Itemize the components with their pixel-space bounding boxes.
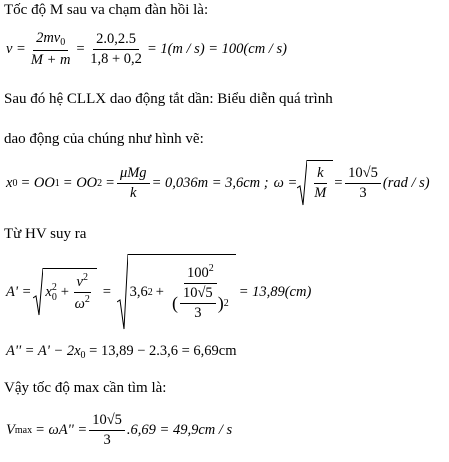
eq3-equals: =: [101, 283, 112, 300]
eq1-f1-den: M + m: [30, 51, 71, 68]
eq1-lhs: v =: [6, 40, 26, 57]
eq3-v-sup: 2: [82, 272, 88, 284]
eq3-100-sup: 2: [208, 263, 214, 275]
eq3-plus: +: [59, 284, 70, 300]
eq1-rest: = 1(m / s) = 100(cm / s): [146, 40, 287, 57]
eq3-term: 3,6: [129, 284, 148, 300]
eq3-100: 100: [186, 265, 209, 282]
eq2-equals-2: =: [333, 174, 344, 191]
eq3-lhs: A' =: [6, 283, 32, 300]
eq5-v-sub: max: [14, 424, 33, 436]
eq2-oo1: = OO: [20, 174, 55, 191]
eq3-den-sup: 2: [223, 297, 229, 309]
text-line-4: Từ HV suy ra: [4, 226, 87, 242]
text-line-5: Vậy tốc độ max cần tìm là:: [4, 380, 167, 396]
eq2-oo2-sub: 2: [97, 177, 103, 189]
eq3-omega-sup: 2: [84, 294, 90, 305]
eq5-v: V: [6, 421, 15, 438]
eq1-equals: =: [75, 40, 86, 57]
equation-amplitude-omega: [6, 160, 430, 206]
eq5-rest: .6,69 = 49,9cm / s: [126, 421, 233, 438]
eq4-rest: = 13,89 − 2.3,6 = 6,69cm: [89, 343, 237, 359]
equation-a-prime: [6, 254, 311, 330]
eq2-unit: (rad / s): [382, 174, 430, 191]
radical-sign-icon: [33, 268, 43, 316]
eq4-sub: 0: [80, 350, 86, 361]
eq2-root-num: k: [314, 165, 326, 184]
radical-sign-icon: [117, 254, 128, 330]
text-line-3: dao động của chúng như hình vẽ:: [4, 131, 204, 147]
eq2-oo1-sub: 1: [54, 177, 60, 189]
radical-sign-icon: [297, 160, 307, 206]
eq1-fraction-1: [28, 30, 74, 68]
eq2-x0-sub: 0: [12, 177, 18, 189]
text-line-1: Tốc độ M sau va chạm đàn hồi là:: [4, 2, 209, 18]
eq1-f1-sub: 0: [60, 37, 66, 48]
equation-a-double-prime: [6, 343, 237, 361]
eq4-text: A'' = A' − 2x: [6, 343, 81, 359]
eq3-x-sup: 2: [51, 281, 57, 293]
eq2-f-den: 3: [359, 184, 367, 201]
eq3-term-sup: 2: [147, 287, 153, 298]
equation-velocity: [6, 30, 287, 68]
eq2-fraction-friction: [117, 165, 150, 201]
eq2-fraction-omega: [345, 165, 381, 201]
equation-vmax: [6, 412, 232, 448]
eq2-omega: ω =: [273, 174, 298, 191]
eq2-oo2: = OO: [62, 174, 98, 191]
eq1-f2-num: 2.0,2.5: [93, 31, 139, 50]
eq2-x0: x: [6, 174, 13, 191]
eq3-inner-num: 10√5: [180, 285, 216, 304]
eq3-omega: ω: [74, 296, 85, 312]
eq2-f-num: 10√5: [345, 165, 381, 184]
eq2-sqrt: [297, 160, 333, 206]
eq5-f-num: 10√5: [89, 412, 125, 431]
eq3-x: x: [45, 284, 52, 300]
eq3-result: = 13,89(cm): [238, 283, 312, 300]
eq5-f-den: 3: [103, 431, 111, 448]
text-line-2: Sau đó hệ CLLX dao động tắt dần: Biểu diễn quá trình: [4, 91, 333, 107]
eq2-frac-num: μMg: [117, 165, 150, 184]
eq2-values: = 0,036m = 3,6cm ;: [151, 174, 269, 191]
eq5-mid: = ωA'' =: [35, 421, 88, 438]
eq1-f1-num: 2mv: [36, 30, 61, 46]
eq3-plus-2: +: [155, 284, 164, 300]
eq3-v: v: [76, 274, 83, 291]
eq2-root-den: M: [314, 185, 327, 201]
eq3-sqrt-2: 3,6 2 + $100^2$ ( $\frac{10√5}{3}$ ) 2: [117, 254, 236, 330]
eq2-frac-den: k: [130, 184, 137, 201]
eq5-fraction: [89, 412, 125, 448]
eq3-x-sub: 0: [51, 291, 57, 303]
eq3-inner-den: 3: [194, 304, 202, 321]
eq1-f2-den: 1,8 + 0,2: [90, 50, 142, 67]
eq3-sqrt-1: [33, 268, 96, 316]
eq1-fraction-2: [87, 31, 145, 67]
eq2-equals: =: [105, 174, 115, 191]
